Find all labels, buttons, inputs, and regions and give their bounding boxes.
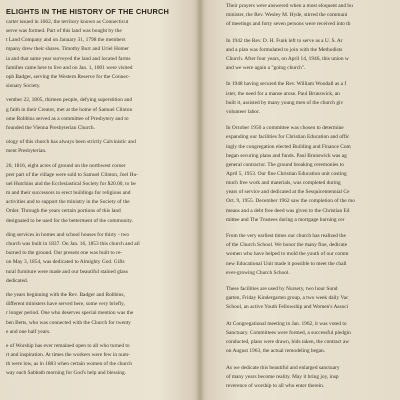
text-line: These facilities are used by Nursery, two hour Sund bbox=[226, 286, 338, 293]
text-line: women who have helped to mold the youth of our comm bbox=[226, 251, 349, 258]
text-line: designated to be used for the betterment of the community. bbox=[6, 217, 133, 224]
text-line: ology of this church has always been strictly Calvinistic and bbox=[6, 139, 136, 146]
text-line: of many years become reality. May it bring joy, insp bbox=[226, 373, 339, 380]
text-line: on August 1963, the actual remodeling began. bbox=[226, 348, 326, 355]
text-line: different ministers have served here, some very briefly, bbox=[6, 301, 125, 308]
text-line: ingly the congregation elected Building and Finance Com bbox=[226, 143, 351, 150]
text-line: years of service and dedicated at the Sesquicentennial Ce bbox=[226, 189, 350, 196]
page-title: ELIGHTS IN THE HISTORY OF THE CHURCH bbox=[6, 7, 170, 16]
text-line: and we were again a "going church". bbox=[226, 65, 306, 72]
text-line: mittee and The Trustees during a mortgage burning cer bbox=[226, 216, 345, 223]
text-line: g faith in their Creator, met at the home of Samuel Clinton bbox=[6, 106, 133, 113]
text-line: minister, the Rev. Wesley M. Hyde, stirred the communi bbox=[226, 12, 348, 19]
text-line: serve was formed. Part of this land was bought by the bbox=[6, 28, 122, 35]
text-line: and a plan was formulated to join with the Methodists bbox=[226, 46, 343, 53]
text-line: ever-growing Church School. bbox=[226, 269, 290, 276]
text-line: way each Sabbath morning for God's help and blessing. bbox=[6, 370, 126, 377]
text-line: Sanctuary. Committees were formed, a successful pledgin bbox=[226, 329, 351, 336]
text-line: Their prayers were answered when a most eloquent and bu bbox=[226, 3, 353, 9]
text-line: volunteer labor. bbox=[226, 108, 260, 115]
text-line: e of Worship has ever remained open to all who turned to bbox=[6, 343, 130, 349]
text-line: of the Church School. We honor the many fine, dedicate bbox=[226, 242, 348, 249]
text-line: ister, the need for a manse arose. Paul Brunswick, an bbox=[226, 90, 340, 97]
text-line: oph Badger, serving the Western Reserve for the Connec- bbox=[6, 73, 130, 80]
text-line: In October 1950 a committee was chosen to determine bbox=[226, 125, 344, 132]
text-line: th were low, as in 1883 when certain women of the church bbox=[6, 361, 132, 368]
text-line: From the very earliest times our church has realized the bbox=[226, 233, 346, 240]
text-line: expanding our facilities for Christian Education and offic bbox=[226, 134, 350, 141]
text-line: As we dedicate this beautiful and enlarged sanctuary bbox=[226, 364, 340, 371]
book-gutter bbox=[196, 0, 204, 400]
text-line: In 1942 the Rev. D. H. Funk left to serve as a U. S. Ar bbox=[226, 37, 343, 44]
text-line: means and a debt free deed was given to the Christian Ed bbox=[226, 207, 350, 214]
text-line: r longer period. One who deserves special mention was the bbox=[6, 310, 134, 317]
text-line: carter issued in 1662, the territory known as Connecticut bbox=[6, 19, 129, 25]
text-line: ment Presbyterian. bbox=[6, 148, 47, 155]
text-line: of meetings and forty seven persons were received into th bbox=[226, 21, 351, 28]
text-line: April 5, 1953. Our fine Christian Education unit costing bbox=[226, 171, 347, 177]
text-line: prer part of the village were sold to Samuel Clinton, Joel Hu- bbox=[6, 171, 139, 178]
text-line: At Congregational meeting in Jan. 1962, it was voted to bbox=[226, 320, 347, 327]
text-line: t Land Company and on January 31, 1798 the members bbox=[6, 37, 126, 44]
text-line: began securing plans and funds. Paul Brunswick was ag bbox=[226, 152, 347, 159]
text-line: vember 22, 1805, thirteen people, defying superstition and bbox=[6, 97, 133, 104]
text-line: School, an active Youth Fellowship and Women's Associ bbox=[226, 304, 349, 311]
text-line: reverence of worship to all who enter therein. bbox=[226, 382, 325, 389]
text-line: ding services in homes and school houses for thirty - two bbox=[6, 231, 130, 238]
right-page bbox=[204, 0, 400, 400]
text-line: mpany drew their shares. Timothy Burr and Uriel Homer bbox=[6, 46, 129, 53]
text-line: church was built in 1837. On Jan. 16, 1853 this church and all bbox=[6, 241, 140, 248]
text-line: Church. After four years, on April 14, 1946, this union w bbox=[226, 55, 349, 62]
left-page bbox=[0, 0, 196, 400]
text-line: In 1948 having secured the Rev. William Woodall as a f bbox=[226, 81, 347, 88]
text-line: rt and inspiration. At times the workers were few in num- bbox=[6, 352, 130, 359]
text-line: activities and to support the ministry in the Society of the bbox=[6, 199, 130, 206]
text-line: families came here to live and on Jan. 1, 1801 were visited bbox=[6, 64, 133, 71]
text-line: conducted, plans were drawn, bids taken, the contract aw bbox=[226, 339, 350, 345]
text-line: the years beginning with the Rev. Badger and Robbins, bbox=[6, 292, 125, 299]
text-line: uel Hutchins and the Ecclesiastical Society for $20.00, to be bbox=[6, 181, 136, 187]
text-line: general contractor. The ground breaking ceremonies to bbox=[226, 161, 344, 168]
text-line: ome Robbins served as a committee of Presbytery and to bbox=[6, 115, 129, 122]
text-line: ia and that same year surveyed the land and located farms bbox=[6, 55, 131, 62]
text-line: garten, Friday Kindergarten group, a two week daily Vac bbox=[226, 295, 349, 302]
text-line: m and their successors to erect buildings for religious and bbox=[6, 190, 131, 197]
text-line: Oct. 9, 1955. December 1962 saw the completion of the mo bbox=[226, 198, 355, 205]
text-line: new Educational Unit made it possible to meet the chall bbox=[226, 260, 347, 267]
text-line: on May 3, 1854, was dedicated to Almighty God. Gifts bbox=[6, 259, 125, 266]
text-line: much free work and materials, was completed during bbox=[226, 180, 341, 187]
text-line: Order. Through the years certain portions of this land bbox=[6, 208, 121, 215]
text-line: 20, 1816, eight acres of ground on the northwest corner bbox=[6, 162, 126, 169]
text-line: dedicated. bbox=[6, 277, 28, 284]
text-line: founded the Vienna Presbyterian Church. bbox=[6, 124, 95, 131]
text-line: sionary Society. bbox=[6, 83, 41, 90]
text-line: burned to the ground. Our present one was built to re- bbox=[6, 250, 123, 257]
text-line: tural furniture were made and our beautiful stained glass bbox=[6, 268, 128, 275]
text-line: e and one half years. bbox=[6, 328, 51, 335]
text-line: ben Betts, who was connected with the Church for twenty bbox=[6, 319, 131, 326]
text-line: built it, assisted by many young men of the church giv bbox=[226, 99, 344, 106]
